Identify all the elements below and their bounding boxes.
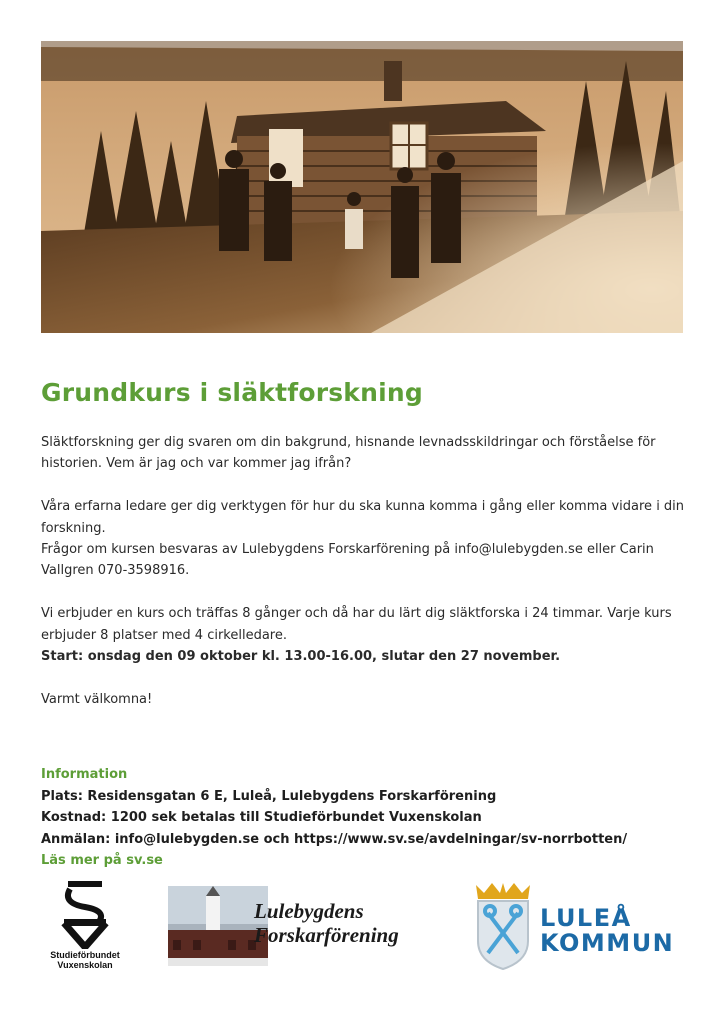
church-town-picture-icon [168,886,268,966]
signup-text[interactable]: Anmälan: info@lulebygden.se och https://www.sv.se/avdelningar/sv-norrbotten/ [41,831,628,847]
information-block [41,764,627,872]
intro-paragraph: Släktforskning ger dig svaren om din bakgrund, hisnande levnadsskildringar och förståelse för historien. Vem är jag och var kommer jag ifrån? [41,435,656,472]
questions-paragraph: Frågor om kursen besvaras av Lulebygdens Forskarförening på info@lulebygden.se eller Carin Vallgren 070-3598916. [41,542,654,579]
sv-logo-mark [40,879,130,949]
read-more-link[interactable]: Läs mer på sv.se [41,853,163,868]
sv-logo-label: Studieförbundet Vuxenskolan [50,950,120,970]
cost-text: Kostnad: 1200 sek betalas till Studieförbundet Vuxenskolan [41,810,482,825]
page-title: Grundkurs i släktforskning [41,378,423,407]
place-text: Plats: Residensgatan 6 E, Luleå, Lulebygdens Forskarförening [41,788,497,804]
leaders-paragraph: Våra erfarna ledare ger dig verktygen för hur du ska kunna komma i gång eller komma vidare i din forskning. [41,499,685,536]
welcome-text: Varmt välkomna! [41,691,153,707]
family-photo-image [41,41,683,333]
information-heading: Information [41,767,128,782]
lulebygden-logo-label: Lulebygdens Forskarförening [254,899,399,947]
course-paragraph: Vi erbjuder en kurs och träffas 8 gånger och då har du lärt dig släktforska i 24 timmar. Varje kurs erbjuder 8 platser med 4 cirkelledare. [41,606,672,643]
lulea-kommun-label: LULEÅ KOMMUN [540,904,675,957]
header-photo [41,41,683,333]
lulea-crest-icon [472,879,534,971]
start-date-text: Start: onsdag den 09 oktober kl. 13.00-16.00, slutar den 27 november. [41,649,561,665]
body-text [41,432,691,710]
